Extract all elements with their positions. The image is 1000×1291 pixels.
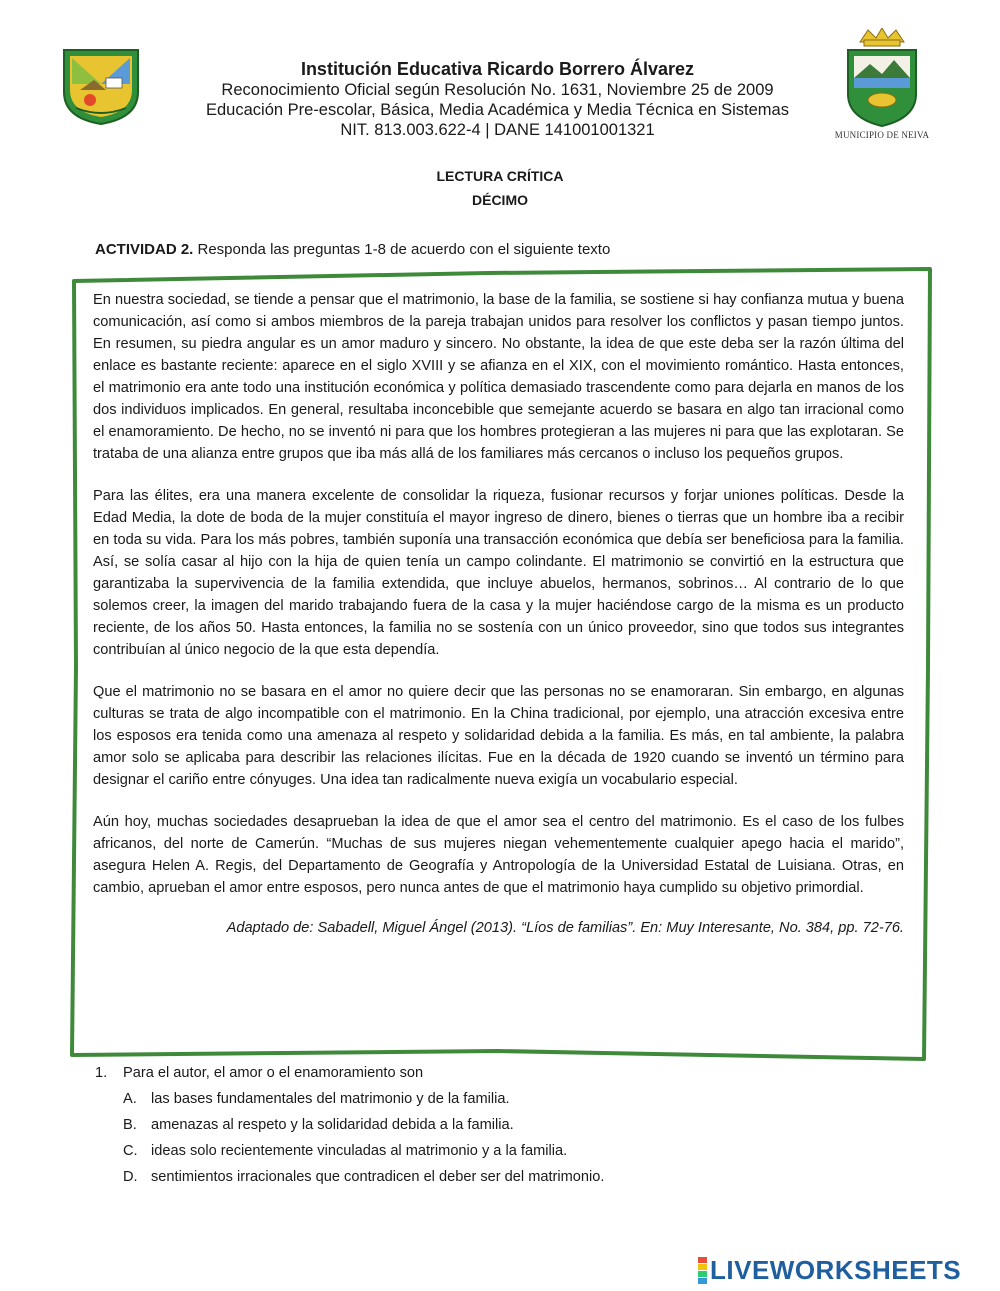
answer-option-d[interactable]	[95, 1164, 915, 1190]
question-number: 1.	[95, 1065, 108, 1081]
school-crest-logo	[60, 44, 142, 126]
municipality-shield-icon	[830, 28, 934, 128]
answer-option-c[interactable]	[95, 1138, 915, 1164]
activity-label: ACTIVIDAD 2.	[95, 241, 194, 258]
reading-paragraph: En nuestra sociedad, se tiende a pensar que el matrimonio, la base de la familia, se sostiene si hay confianza mutua y buena comunicación, así como si ambos miembros de la pareja trabajan unidos para resolver los conflictos y pasan tiempo juntos. En resumen, su piedra angular es un amor maduro y sincero. No obstante, la idea de que este deba ser la razón última del enlace es bastante reciente: aparece en el siglo XVIII y se afianza en el XIX, con el movimiento romántico. Hasta entonces, el matrimonio era ante todo una institución económica y política demasiado trascendente como para dejarla en manos de los dos individuos implicados. En general, resultaba inconcebible que semejante acuerdo se basara en algo tan irracional como el enamoramiento. De hecho, no se inventó ni para que los hombres protegieran a las mujeres ni para que las explotaran. Se trataba de una alianza entre grupos que iba más allá de los familiares más cercanos o incluso los pequeños grupos.	[93, 292, 904, 462]
reading-paragraph: Aún hoy, muchas sociedades desaprueban la idea de que el amor sea el centro del matrimonio. Es el caso de los fulbes africanos, del norte de Camerún. “Muchas de sus mujeres niegan vehementemente cualquier apego hacia el marido”, asegura Helen A. Regis, del Departamento de Geografía y Antropología de la Universidad Estatal de Luisiana. Otras, en cambio, aprueban el amor entre esposos, pero nunca antes de que el matrimonio haya cumplido su objetivo primordial.	[93, 814, 904, 896]
official-recognition: Reconocimiento Oficial según Resolución No. 1631, Noviembre 25 de 2009	[221, 81, 774, 99]
institution-name: Institución Educativa Ricardo Borrero Álvarez	[300, 59, 695, 79]
option-letter: A.	[123, 1091, 137, 1107]
activity-text: Responda las preguntas 1-8 de acuerdo con el siguiente texto	[193, 241, 611, 258]
title-block	[0, 164, 1000, 212]
education-levels: Educación Pre-escolar, Básica, Media Académica y Media Técnica en Sistemas	[206, 101, 789, 119]
option-letter: B.	[123, 1117, 137, 1133]
liveworksheets-logo[interactable]	[698, 1255, 961, 1285]
answer-option-a[interactable]	[95, 1086, 915, 1112]
option-text: amenazas al respeto y la solidaridad debida a la familia.	[151, 1117, 514, 1133]
reading-paragraph: Que el matrimonio no se basara en el amor no quiere decir que las personas no se enamoraran. Sin embargo, en algunas culturas se trata de algo incompatible con el matrimonio. En la China tradicional, por ejemplo, una atracción excesiva entre los esposos era tenida como una amenaza al respeto y solidaridad debida a la familia. Es más, en tal ambiente, la palabra amor solo se aplicaba para describir las relaciones ilícitas. Fue en la década de 1920 cuando se inventó un término para designar el cariño entre cónyuges. Una idea tan radicalmente nueva exigía un vocabulario especial.	[93, 684, 904, 788]
option-letter: D.	[123, 1169, 138, 1185]
municipality-caption: MUNICIPIO DE NEIVA	[834, 130, 930, 140]
grade-title: DÉCIMO	[472, 192, 528, 208]
brand-wordmark: LIVEWORKSHEETS	[710, 1254, 962, 1285]
municipality-logo	[830, 28, 934, 144]
question-1	[95, 1060, 915, 1190]
source-citation: Adaptado de: Sabadell, Miguel Ángel (2013). “Líos de familias”. En: Muy Interesante, No. 384, pp. 72-76.	[226, 920, 904, 936]
brand-blocks-icon	[698, 1257, 707, 1284]
activity-instruction	[95, 241, 610, 258]
subject-title: LECTURA CRÍTICA	[436, 168, 564, 184]
question-stem	[95, 1060, 915, 1086]
reading-passage	[93, 289, 904, 939]
institution-ids: NIT. 813.003.622-4 | DANE 141001001321	[340, 121, 655, 139]
reading-paragraph: Para las élites, era una manera excelente de consolidar la riqueza, fusionar recursos y forjar uniones políticas. Desde la Edad Media, la dote de boda de la mujer constituía el mayor ingreso de dinero, bienes o tierras que un hombre iba a recibir en toda su vida. Para los más pobres, también suponía una transacción económica que debía ser beneficiosa para la familia. Así, se solía casar al hijo con la hija de quien tenía un campo colindante. El matrimonio se convirtió en la estructura que garantizaba la supervivencia de la familia extendida, que incluye abuelos, hermanos, sobrinos… Al contrario de lo que solemos creer, la imagen del marido trabajando fuera de la casa y la mujer haciéndose cargo de la misma es un producto reciente, de los años 50. Hasta entonces, la familia no se sostenía con un único proveedor, sino que todos sus integrantes contribuían al único negocio de la que esta dependía.	[93, 488, 904, 658]
institution-header	[150, 58, 845, 140]
question-text: Para el autor, el amor o el enamoramiento son	[123, 1065, 424, 1081]
option-text: ideas solo recientemente vinculadas al matrimonio y a la familia.	[151, 1143, 568, 1159]
option-text: las bases fundamentales del matrimonio y de la familia.	[151, 1091, 510, 1107]
option-letter: C.	[123, 1143, 138, 1159]
answer-option-b[interactable]	[95, 1112, 915, 1138]
option-text: sentimientos irracionales que contradicen el deber ser del matrimonio.	[151, 1169, 605, 1185]
